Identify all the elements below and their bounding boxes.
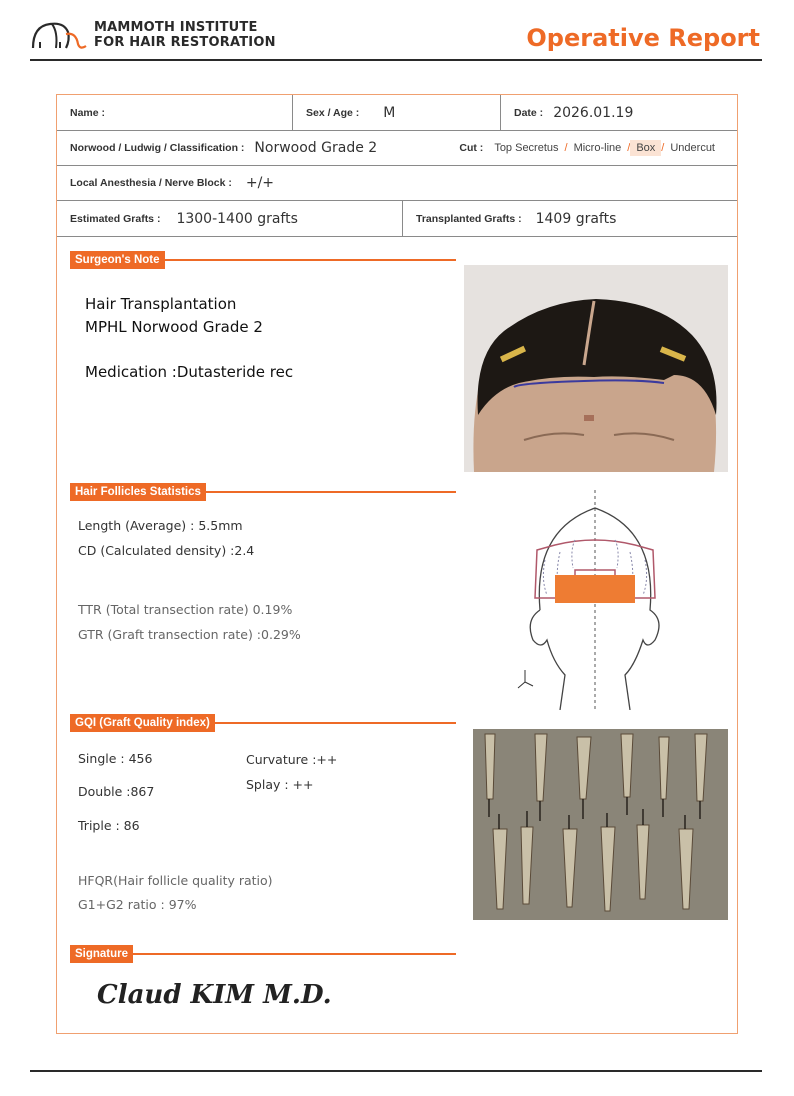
section-rule — [133, 953, 456, 955]
cut-separator: / — [627, 142, 631, 154]
section-rule — [215, 722, 456, 724]
institute-logo — [30, 18, 276, 52]
gqi-triple: Triple : 86 — [78, 818, 140, 833]
report-title: Operative Report — [526, 24, 760, 52]
transplanted-grafts-label: Transplanted Grafts : — [416, 212, 522, 225]
estimated-grafts-label: Estimated Grafts : — [70, 212, 161, 225]
section-rule — [165, 259, 456, 261]
surgeons-note-title: Surgeon's Note — [70, 251, 165, 269]
sex-age-cell — [293, 95, 501, 130]
anesthesia-row — [57, 166, 737, 201]
grafts-row — [57, 201, 737, 237]
cut-separator: / — [661, 142, 665, 154]
cut-option-undercut: Undercut — [670, 142, 715, 154]
stat-ttr: TTR (Total transection rate) 0.19% — [78, 602, 293, 617]
cut-option-box: Box — [630, 140, 661, 156]
logo-line-2: FOR HAIR RESTORATION — [94, 35, 276, 50]
classification-cell — [57, 131, 377, 165]
section-rule — [206, 491, 456, 493]
mammoth-logo-icon — [30, 18, 88, 52]
anesthesia-cell — [57, 166, 274, 200]
cut-option-micro-line: Micro-line — [573, 142, 622, 154]
gqi-hfqr-label: HFQR(Hair follicle quality ratio) — [78, 873, 273, 888]
name-label: Name : — [70, 106, 106, 119]
surgeons-note-header — [70, 251, 456, 269]
anesthesia-label: Local Anesthesia / Nerve Block : — [70, 177, 232, 189]
sex-age-value: M — [383, 104, 396, 121]
date-label: Date : — [514, 106, 544, 119]
classification-row — [57, 131, 737, 166]
follicle-stats-title: Hair Follicles Statistics — [70, 483, 206, 501]
cut-option-top-secretus: Top Secretus — [494, 142, 559, 154]
bottom-divider — [30, 1070, 762, 1072]
logo-line-1: MAMMOTH INSTITUTE — [94, 20, 258, 35]
classification-value: Norwood Grade 2 — [254, 140, 378, 156]
cut-separator: / — [564, 142, 568, 154]
note-line-1: Hair Transplantation — [85, 295, 237, 313]
estimated-grafts-value: 1300-1400 grafts — [176, 210, 298, 227]
estimated-grafts-cell — [57, 201, 403, 236]
stat-cd: CD (Calculated density) :2.4 — [78, 543, 255, 558]
surgeons-note-body — [85, 293, 293, 384]
gqi-double: Double :867 — [78, 784, 155, 799]
signature-header — [70, 945, 456, 963]
signature-title: Signature — [70, 945, 133, 963]
graft-sample-photo — [473, 729, 728, 920]
patient-row — [57, 95, 737, 131]
gqi-title: GQI (Graft Quality index) — [70, 714, 215, 732]
signature-image: Claud KIM M.D. — [97, 980, 332, 1010]
hairline-photo — [464, 265, 728, 472]
gqi-header — [70, 714, 456, 732]
anesthesia-value: +/+ — [245, 175, 275, 191]
gqi-splay: Splay : ++ — [246, 777, 314, 792]
transplanted-grafts-cell — [403, 201, 737, 236]
cut-options — [459, 140, 721, 156]
stat-gtr: GTR (Graft transection rate) :0.29% — [78, 627, 301, 642]
classification-label: Norwood / Ludwig / Classification : — [70, 142, 245, 154]
note-line-2: MPHL Norwood Grade 2 — [85, 318, 263, 336]
cut-label: Cut : — [459, 142, 484, 154]
sex-age-label: Sex / Age : — [306, 106, 360, 119]
transplanted-grafts-value: 1409 grafts — [535, 210, 617, 227]
date-value: 2026.01.19 — [553, 104, 634, 121]
report-frame — [56, 94, 738, 1034]
follicle-stats-header — [70, 483, 456, 501]
date-cell — [501, 95, 737, 130]
stat-length: Length (Average) : 5.5mm — [78, 518, 243, 533]
gqi-curvature: Curvature :++ — [246, 752, 338, 767]
donor-area-diagram — [515, 490, 675, 710]
top-divider — [30, 59, 762, 61]
name-cell — [57, 95, 293, 130]
gqi-hfqr-value: G1+G2 ratio : 97% — [78, 897, 197, 912]
gqi-single: Single : 456 — [78, 751, 153, 766]
note-line-3: Medication :Dutasteride rec — [85, 363, 294, 381]
